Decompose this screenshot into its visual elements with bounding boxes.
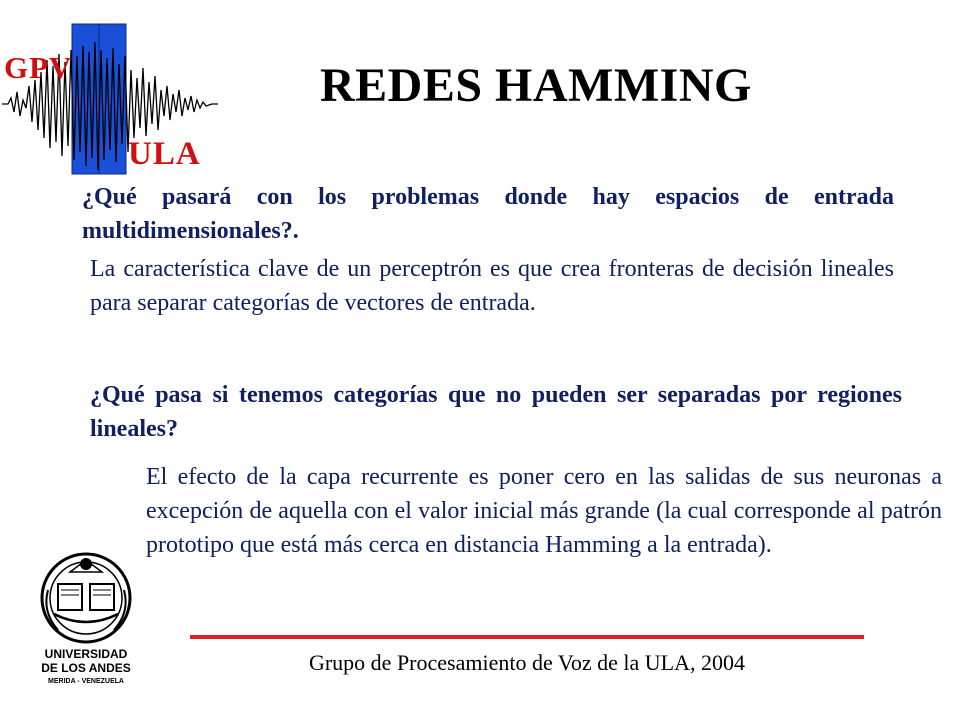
logo-ula-text: ULA: [128, 136, 201, 172]
university-seal-logo: [32, 550, 140, 690]
answer-recurrent-layer: El efecto de la capa recurrente es poner cero en las salidas de sus neuronas a excepción de aquella con el valor inicial más grande (la cual corresponde al patrón prototipo que está más cerca en distancia Hamming a la entrada).: [146, 464, 942, 558]
seal-icon: [42, 554, 130, 642]
footer-rule: [190, 635, 864, 639]
slide-title: REDES HAMMING: [320, 59, 752, 112]
answer-perceptron: La característica clave de un perceptrón es que crea fronteras de decisión lineales para separar categorías de vectores de entrada.: [90, 256, 894, 316]
logo-gpv-text: GPV: [4, 50, 73, 85]
university-line1: UNIVERSIDAD: [44, 647, 128, 661]
question-multidimensional: ¿Qué pasará con los problemas donde hay espacios de entrada multidimensionales?.: [82, 184, 894, 244]
university-line3: MERIDA - VENEZUELA: [48, 678, 124, 685]
question-nonlinear: ¿Qué pasa si tenemos categorías que no pueden ser separadas por regiones lineales?: [90, 382, 902, 442]
university-line2: DE LOS ANDES: [41, 661, 131, 675]
footer-text: Grupo de Procesamiento de Voz de la ULA, 2004: [308, 650, 746, 675]
